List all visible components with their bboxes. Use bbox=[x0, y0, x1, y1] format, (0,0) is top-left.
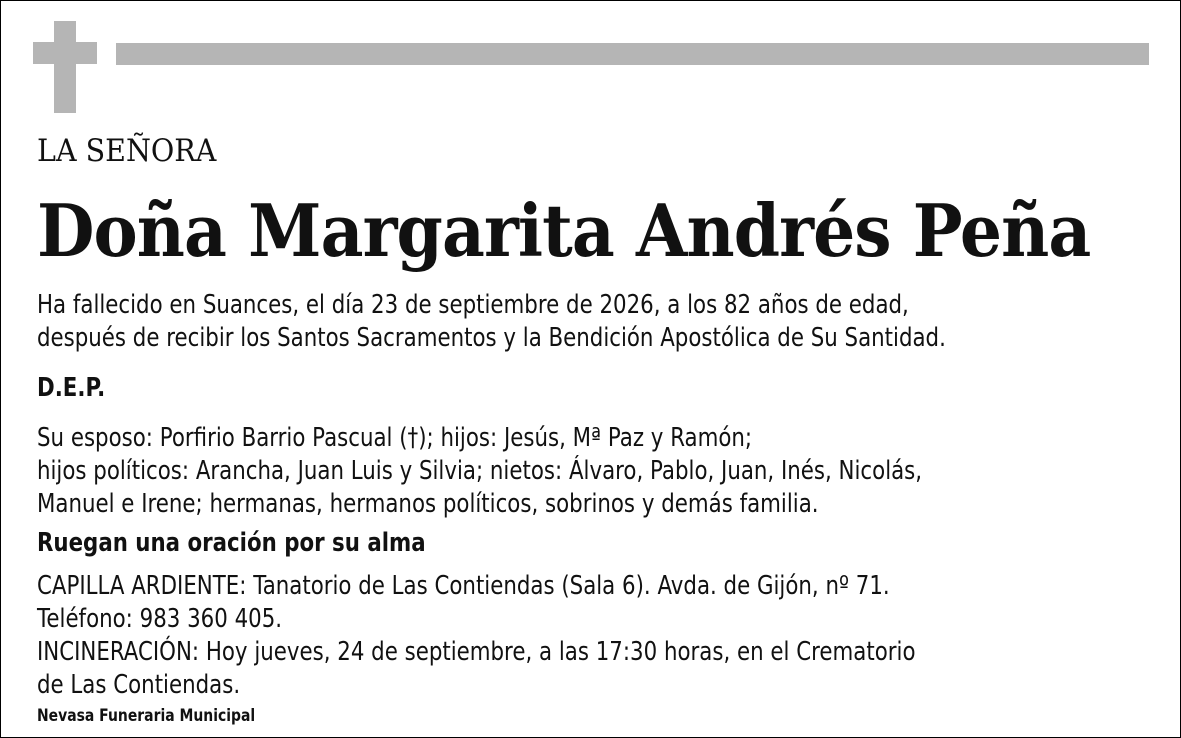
family-list bbox=[37, 422, 922, 521]
death-notice bbox=[37, 289, 946, 355]
title-prefix: LA SEÑORA bbox=[37, 133, 217, 169]
family-line: Manuel e Irene; hermanas, hermanos políticos, sobrinos y demás familia. bbox=[37, 489, 819, 519]
header-divider-bar bbox=[116, 43, 1149, 65]
death-notice-line: Ha fallecido en Suances, el día 23 de septiembre de 2026, a los 82 años de edad, bbox=[37, 290, 909, 320]
family-line: Su esposo: Porfirio Barrio Pascual (†); hijos: Jesús, Mª Paz y Ramón; bbox=[37, 423, 753, 453]
cross-icon-arm bbox=[33, 42, 97, 64]
funeral-line: Teléfono: 983 360 405. bbox=[37, 604, 283, 634]
deceased-name: Doña Margarita Andrés Peña bbox=[37, 188, 1091, 273]
prayer-request: Ruegan una oración por su alma bbox=[37, 528, 426, 558]
funeral-line: INCINERACIÓN: Hoy jueves, 24 de septiembre, a las 17:30 horas, en el Crematorio bbox=[37, 637, 916, 667]
funeral-line: de Las Contiendas. bbox=[37, 670, 241, 700]
rip-label: D.E.P. bbox=[37, 373, 106, 403]
family-line: hijos políticos: Arancha, Juan Luis y Silvia; nietos: Álvaro, Pablo, Juan, Inés, Nicolás, bbox=[37, 456, 923, 486]
cross-icon bbox=[54, 21, 76, 113]
death-notice-line: después de recibir los Santos Sacramentos y la Bendición Apostólica de Su Santidad. bbox=[37, 323, 946, 353]
funeral-details bbox=[37, 570, 916, 702]
funeral-line: CAPILLA ARDIENTE: Tanatorio de Las Contiendas (Sala 6). Avda. de Gijón, nº 71. bbox=[37, 571, 890, 601]
funeral-home-credit: Nevasa Funeraria Municipal bbox=[37, 706, 256, 726]
